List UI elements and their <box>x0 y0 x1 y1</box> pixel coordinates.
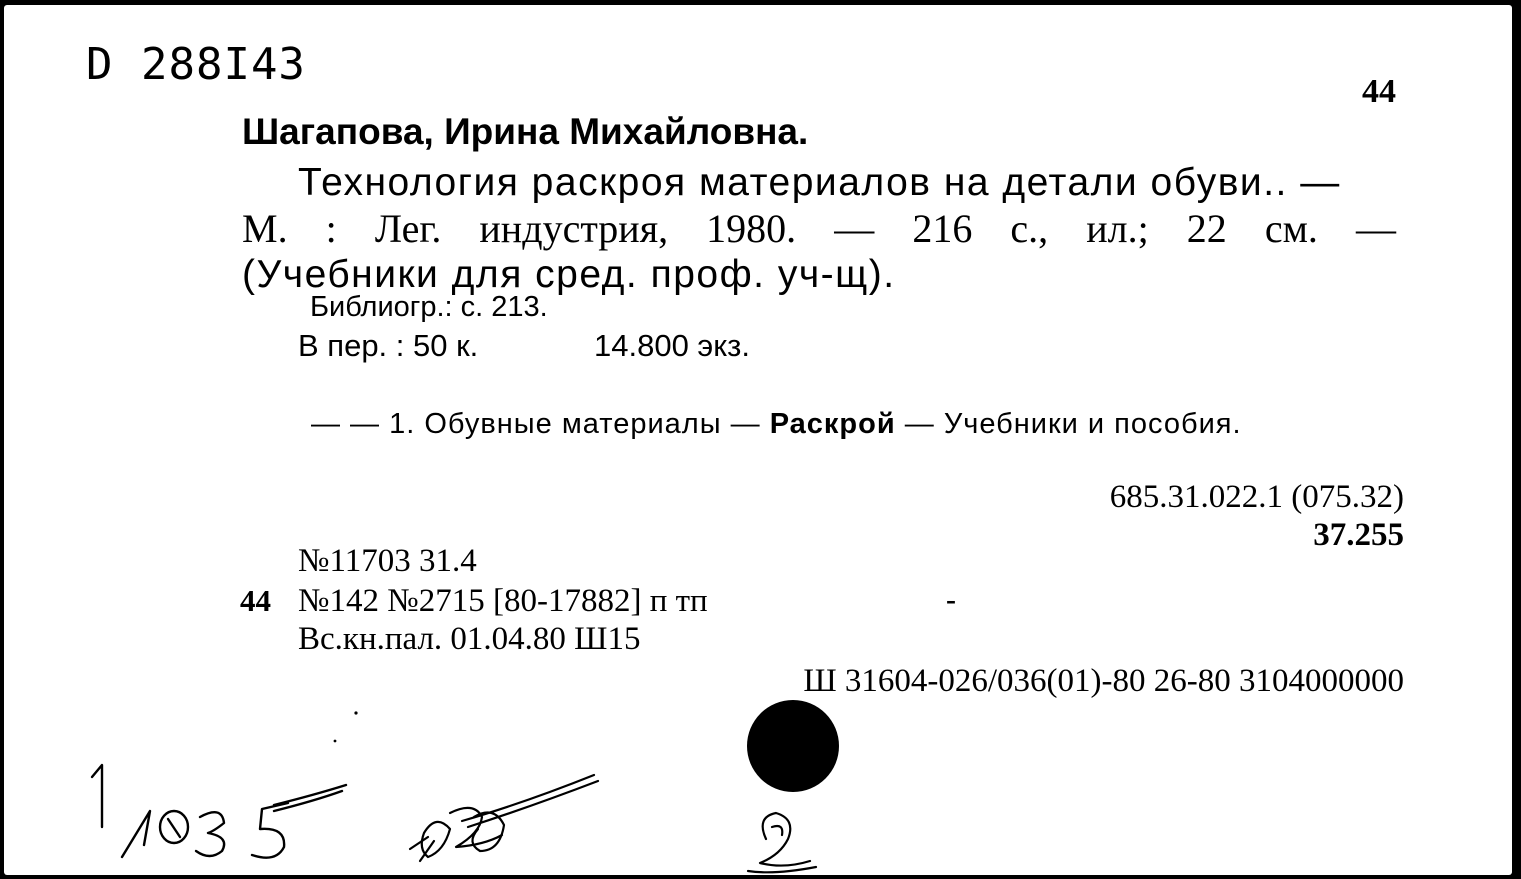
handwritten-digit <box>168 819 180 837</box>
handwritten-underline <box>274 785 346 811</box>
code-line-2-prefix: 44 <box>240 583 271 618</box>
code-line-2: №142 №2715 [80-17882] п тп <box>298 583 708 619</box>
inventory-number: D 288I43 <box>86 39 306 90</box>
catalog-card <box>4 5 1512 875</box>
bbk-index: 37.255 <box>1313 517 1404 553</box>
description-line-3: (Учебники для сред. проф. уч-щ). <box>242 253 896 296</box>
description-line-2: М. : Лег. индустрия, 1980. — 216 с., ил.; 22 см. — <box>242 206 1396 251</box>
author-heading: Шагапова, Ирина Михайловна. <box>242 111 809 152</box>
handwritten-one <box>92 765 102 827</box>
handwritten-left-number <box>92 765 346 858</box>
handwritten-digit <box>196 812 224 856</box>
code-line-2-mark: - <box>946 583 956 616</box>
copies-note: 14.800 экз. <box>594 328 750 363</box>
handwritten-digit <box>122 811 150 857</box>
punch-hole <box>747 700 839 792</box>
signature-stroke <box>472 813 504 852</box>
bottom-mark-stroke <box>760 813 810 866</box>
description-line-1: Технология раскроя материалов на детали обуви.. — <box>298 161 1341 204</box>
code-line-4: Ш 31604-026/036(01)-80 26-80 3104000000 <box>803 663 1404 699</box>
handwritten-bottom-mark <box>748 813 816 872</box>
speck-mark <box>354 711 357 714</box>
handwritten-digit <box>252 803 288 858</box>
speck-mark <box>334 740 337 743</box>
card-marks <box>4 5 1512 875</box>
code-line-3: Вс.кн.пал. 01.04.80 Ш15 <box>298 621 641 657</box>
subject-prefix: — — 1. Обувные материалы — <box>311 408 761 440</box>
code-line-1: №11703 31.4 <box>298 543 477 579</box>
subject-tail: — Учебники и пособия. <box>904 408 1242 440</box>
bibliography-note: Библиогр.: с. 213. <box>310 291 548 323</box>
price-note: В пер. : 50 к. <box>298 328 479 363</box>
subject-bold: Раскрой <box>769 408 896 440</box>
udc-index: 685.31.022.1 (075.32) <box>1109 479 1404 515</box>
top-number: 44 <box>1362 73 1396 110</box>
handwritten-signature <box>410 775 598 861</box>
